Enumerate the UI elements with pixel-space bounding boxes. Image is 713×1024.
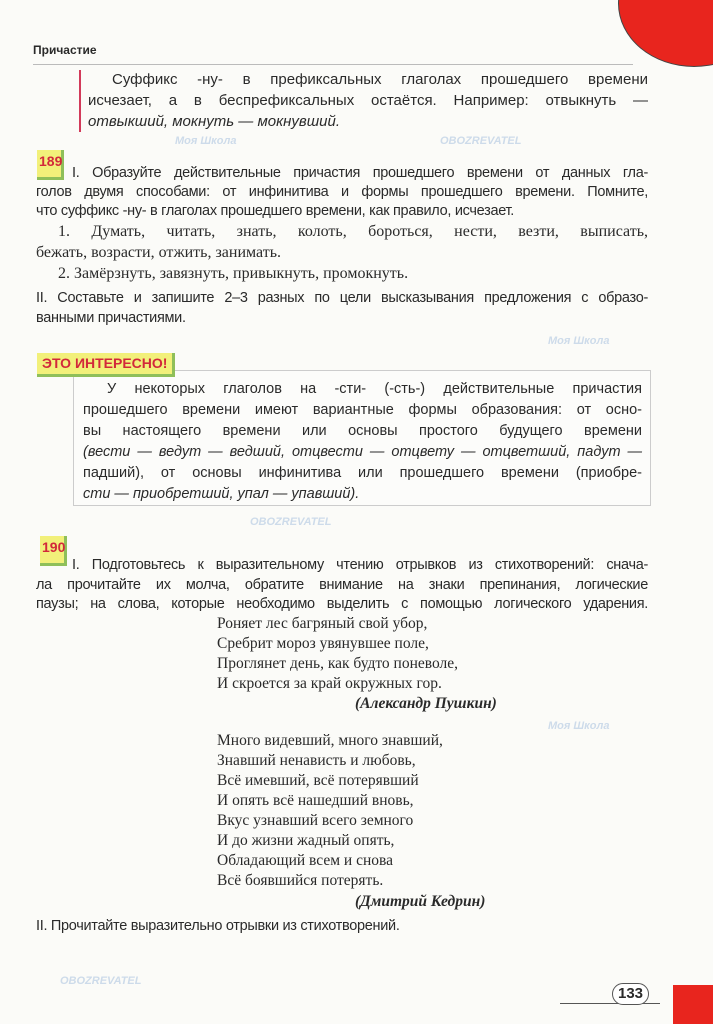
poem-line: Много видевший, много знавший,: [217, 732, 443, 749]
corner-red-circle: [618, 0, 713, 67]
interesting-title: ЭТО ИНТЕРЕСНО!: [37, 353, 175, 377]
watermark: OBOZREVATEL: [440, 135, 522, 147]
interesting-line: (вести — ведут — ведший, отцвести — отцвету — отцветший, падут —: [83, 444, 642, 460]
poem-line: Вкус узнавший всего земного: [217, 812, 414, 829]
exercise-190-task: ла прочитайте их молча, обратите внимание на знаки препинания, логические: [36, 577, 648, 593]
exercise-189-task: что суффикс -ну- в глаголах прошедшего времени, как правило, исчезает.: [36, 203, 514, 219]
watermark: OBOZREVATEL: [250, 516, 332, 528]
rule-line: Суффикс -ну- в префиксальных глаголах прошедшего времени: [112, 71, 648, 88]
poem-line: Проглянет день, как будто поневоле,: [217, 655, 459, 672]
poem-author: (Александр Пушкин): [355, 695, 497, 712]
watermark: Моя Школа: [548, 720, 610, 732]
poem-author: (Дмитрий Кедрин): [355, 893, 486, 910]
watermark: Моя Школа: [548, 335, 610, 347]
rule-line: исчезает, а в беспрефиксальных остаётся. Например: отвыкнуть —: [88, 92, 648, 109]
poem-line: Сребрит мороз увянувшее поле,: [217, 635, 429, 652]
interesting-line: сти — приобретший, упал — упавший).: [83, 486, 360, 502]
exercise-190-task: паузы; на слова, которые необходимо выделить с помощью логического ударения.: [36, 596, 648, 612]
exercise-number-189: 189: [37, 150, 64, 180]
exercise-190-task: I. Подготовьтесь к выразительному чтению отрывков из стихотворений: снача-: [72, 557, 648, 573]
poem-line: Роняет лес багряный свой убор,: [217, 615, 428, 632]
watermark: Моя Школа: [175, 135, 237, 147]
exercise-number-190: 190: [40, 536, 67, 566]
exercise-189-task2: ванными причастиями.: [36, 310, 186, 326]
poem-line: И опять всё нашедший вновь,: [217, 792, 414, 809]
interesting-line: У некоторых глаголов на -сти- (-сть-) действительные причастия: [107, 381, 642, 397]
rule-line: отвыкший, мокнуть — мокнувший.: [88, 113, 341, 130]
exercise-189-list: 1. Думать, читать, знать, колоть, бороться, нести, везти, выписать,: [58, 223, 648, 240]
interesting-line: прошедшего времени имеют вариантные формы образования: от осно-: [83, 402, 642, 418]
poem-line: Знавший ненависть и любовь,: [217, 752, 416, 769]
interesting-line: вы настоящего времени или основы простого будущего времени: [83, 423, 642, 439]
exercise-190-task2: II. Прочитайте выразительно отрывки из стихотворений.: [36, 918, 400, 934]
rule-bar: [79, 70, 81, 132]
interesting-line: падший), от основы инфинитива или прошедшего времени (приобре-: [83, 465, 642, 481]
exercise-189-list: 2. Замёрзнуть, завязнуть, привыкнуть, промокнуть.: [58, 265, 409, 282]
poem-line: Обладающий всем и снова: [217, 852, 394, 869]
watermark: OBOZREVATEL: [60, 975, 142, 987]
corner-red-square: [673, 985, 713, 1024]
exercise-189-task: голов двумя способами: от инфинитива и формы прошедшего времени. Помните,: [36, 184, 648, 200]
header-rule: [33, 64, 633, 65]
poem-line: Всё имевший, всё потерявший: [217, 772, 419, 789]
poem-line: Всё боявшийся потерять.: [217, 872, 384, 889]
section-header: Причастие: [33, 43, 97, 57]
footer-rule: [560, 1003, 660, 1004]
exercise-189-task: I. Образуйте действительные причастия прошедшего времени от данных гла-: [72, 165, 648, 181]
exercise-189-list: бежать, возрасти, отжить, занимать.: [36, 244, 282, 261]
page-number: 133: [612, 983, 649, 1005]
poem-line: И до жизни жадный опять,: [217, 832, 395, 849]
poem-line: И скроется за край окружных гор.: [217, 675, 442, 692]
exercise-189-task2: II. Составьте и запишите 2–3 разных по цели высказывания предложения с образо-: [36, 290, 648, 306]
